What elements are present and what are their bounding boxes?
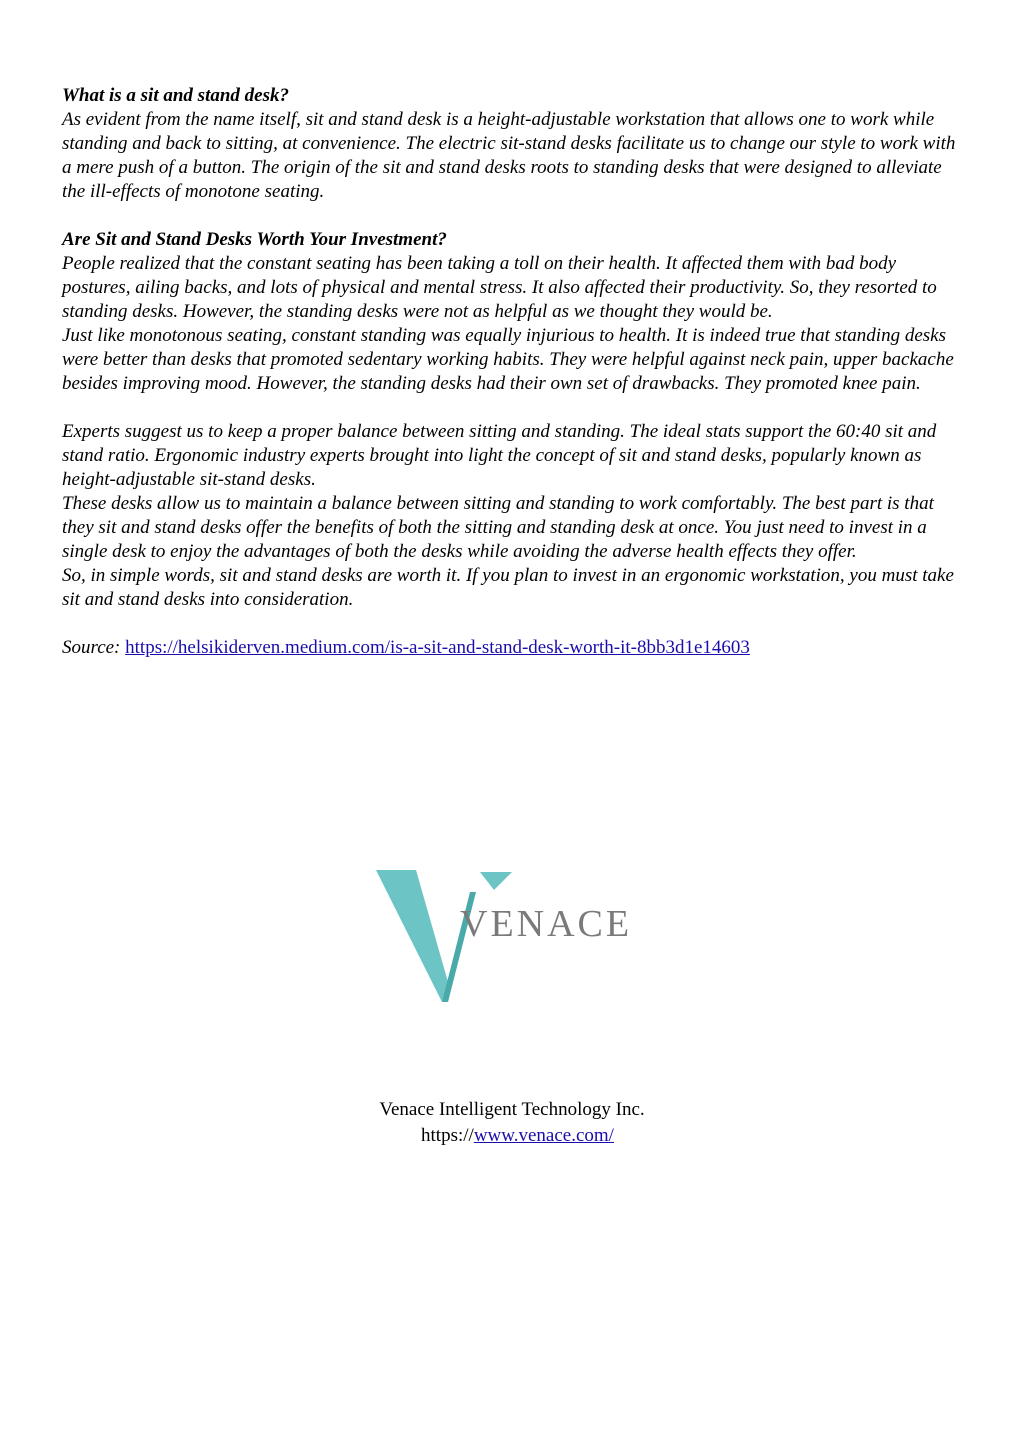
- section-heading-what-is: What is a sit and stand desk?: [62, 85, 289, 106]
- paragraph-constant-standing: Just like monotonous seating, constant standing was equally injurious to health. It is indeed true that standing desks were better than desks that promoted sedentary working habits. They were helpful against neck pain, upper backache besides improving mood. However, the standing desks had their own set of drawbacks. They promoted knee pain.: [62, 325, 954, 394]
- paragraph-constant-seating: People realized that the constant seating has been taking a toll on their health. It affected them with bad body postures, ailing backs, and lots of physical and mental stress. It also affected their productivity. So, they resorted to standing desks. However, the standing desks were not as helpful as we thought they would be.: [62, 253, 937, 322]
- logo-v-left-stroke: [376, 870, 448, 1002]
- article-body: [62, 84, 967, 660]
- footer: [0, 1097, 1024, 1149]
- logo-triangle-accent: [480, 872, 512, 890]
- source-line: [62, 636, 967, 660]
- section-heading-worth-investment: Are Sit and Stand Desks Worth Your Investment?: [62, 229, 447, 250]
- logo-wordmark: VENACE: [460, 903, 633, 945]
- paragraph-conclusion: So, in simple words, sit and stand desks are worth it. If you plan to invest in an ergonomic workstation, you must take sit and stand desks into consideration.: [62, 565, 954, 610]
- document-page: [62, 84, 967, 660]
- venace-logo: [372, 862, 637, 1007]
- footer-website: [11, 1123, 1024, 1149]
- paragraph-balance: These desks allow us to maintain a balance between sitting and standing to work comfortably. The best part is that they sit and stand desks offer the benefits of both the sitting and standing desk at once. You just need to invest in a single desk to enjoy the advantages of both the desks while avoiding the adverse health effects they offer.: [62, 493, 934, 562]
- paragraph-what-is: As evident from the name itself, sit and stand desk is a height-adjustable workstation that allows one to work while standing and back to sitting, at convenience. The electric sit-stand desks facilitate us to change our style to work with a mere push of a button. The origin of the sit and stand desks roots to standing desks that were designed to alleviate the ill-effects of monotone seating.: [62, 109, 956, 202]
- spacer: [62, 396, 967, 420]
- venace-logo-mark: [372, 862, 637, 1007]
- spacer: [62, 204, 967, 228]
- spacer: [62, 612, 967, 636]
- footer-website-link[interactable]: www.venace.com/: [473, 1125, 614, 1146]
- source-label: Source:: [62, 637, 121, 658]
- footer-url-prefix: https://: [421, 1125, 474, 1146]
- source-link[interactable]: https://helsikiderven.medium.com/is-a-sit-and-stand-desk-worth-it-8bb3d1e14603: [125, 637, 750, 658]
- paragraph-experts-suggest: Experts suggest us to keep a proper balance between sitting and standing. The ideal stats support the 60:40 sit and stand ratio. Ergonomic industry experts brought into light the concept of sit and stand desks, popularly known as height-adjustable sit-stand desks.: [62, 421, 937, 490]
- footer-company-name: Venace Intelligent Technology Inc.: [379, 1099, 645, 1120]
